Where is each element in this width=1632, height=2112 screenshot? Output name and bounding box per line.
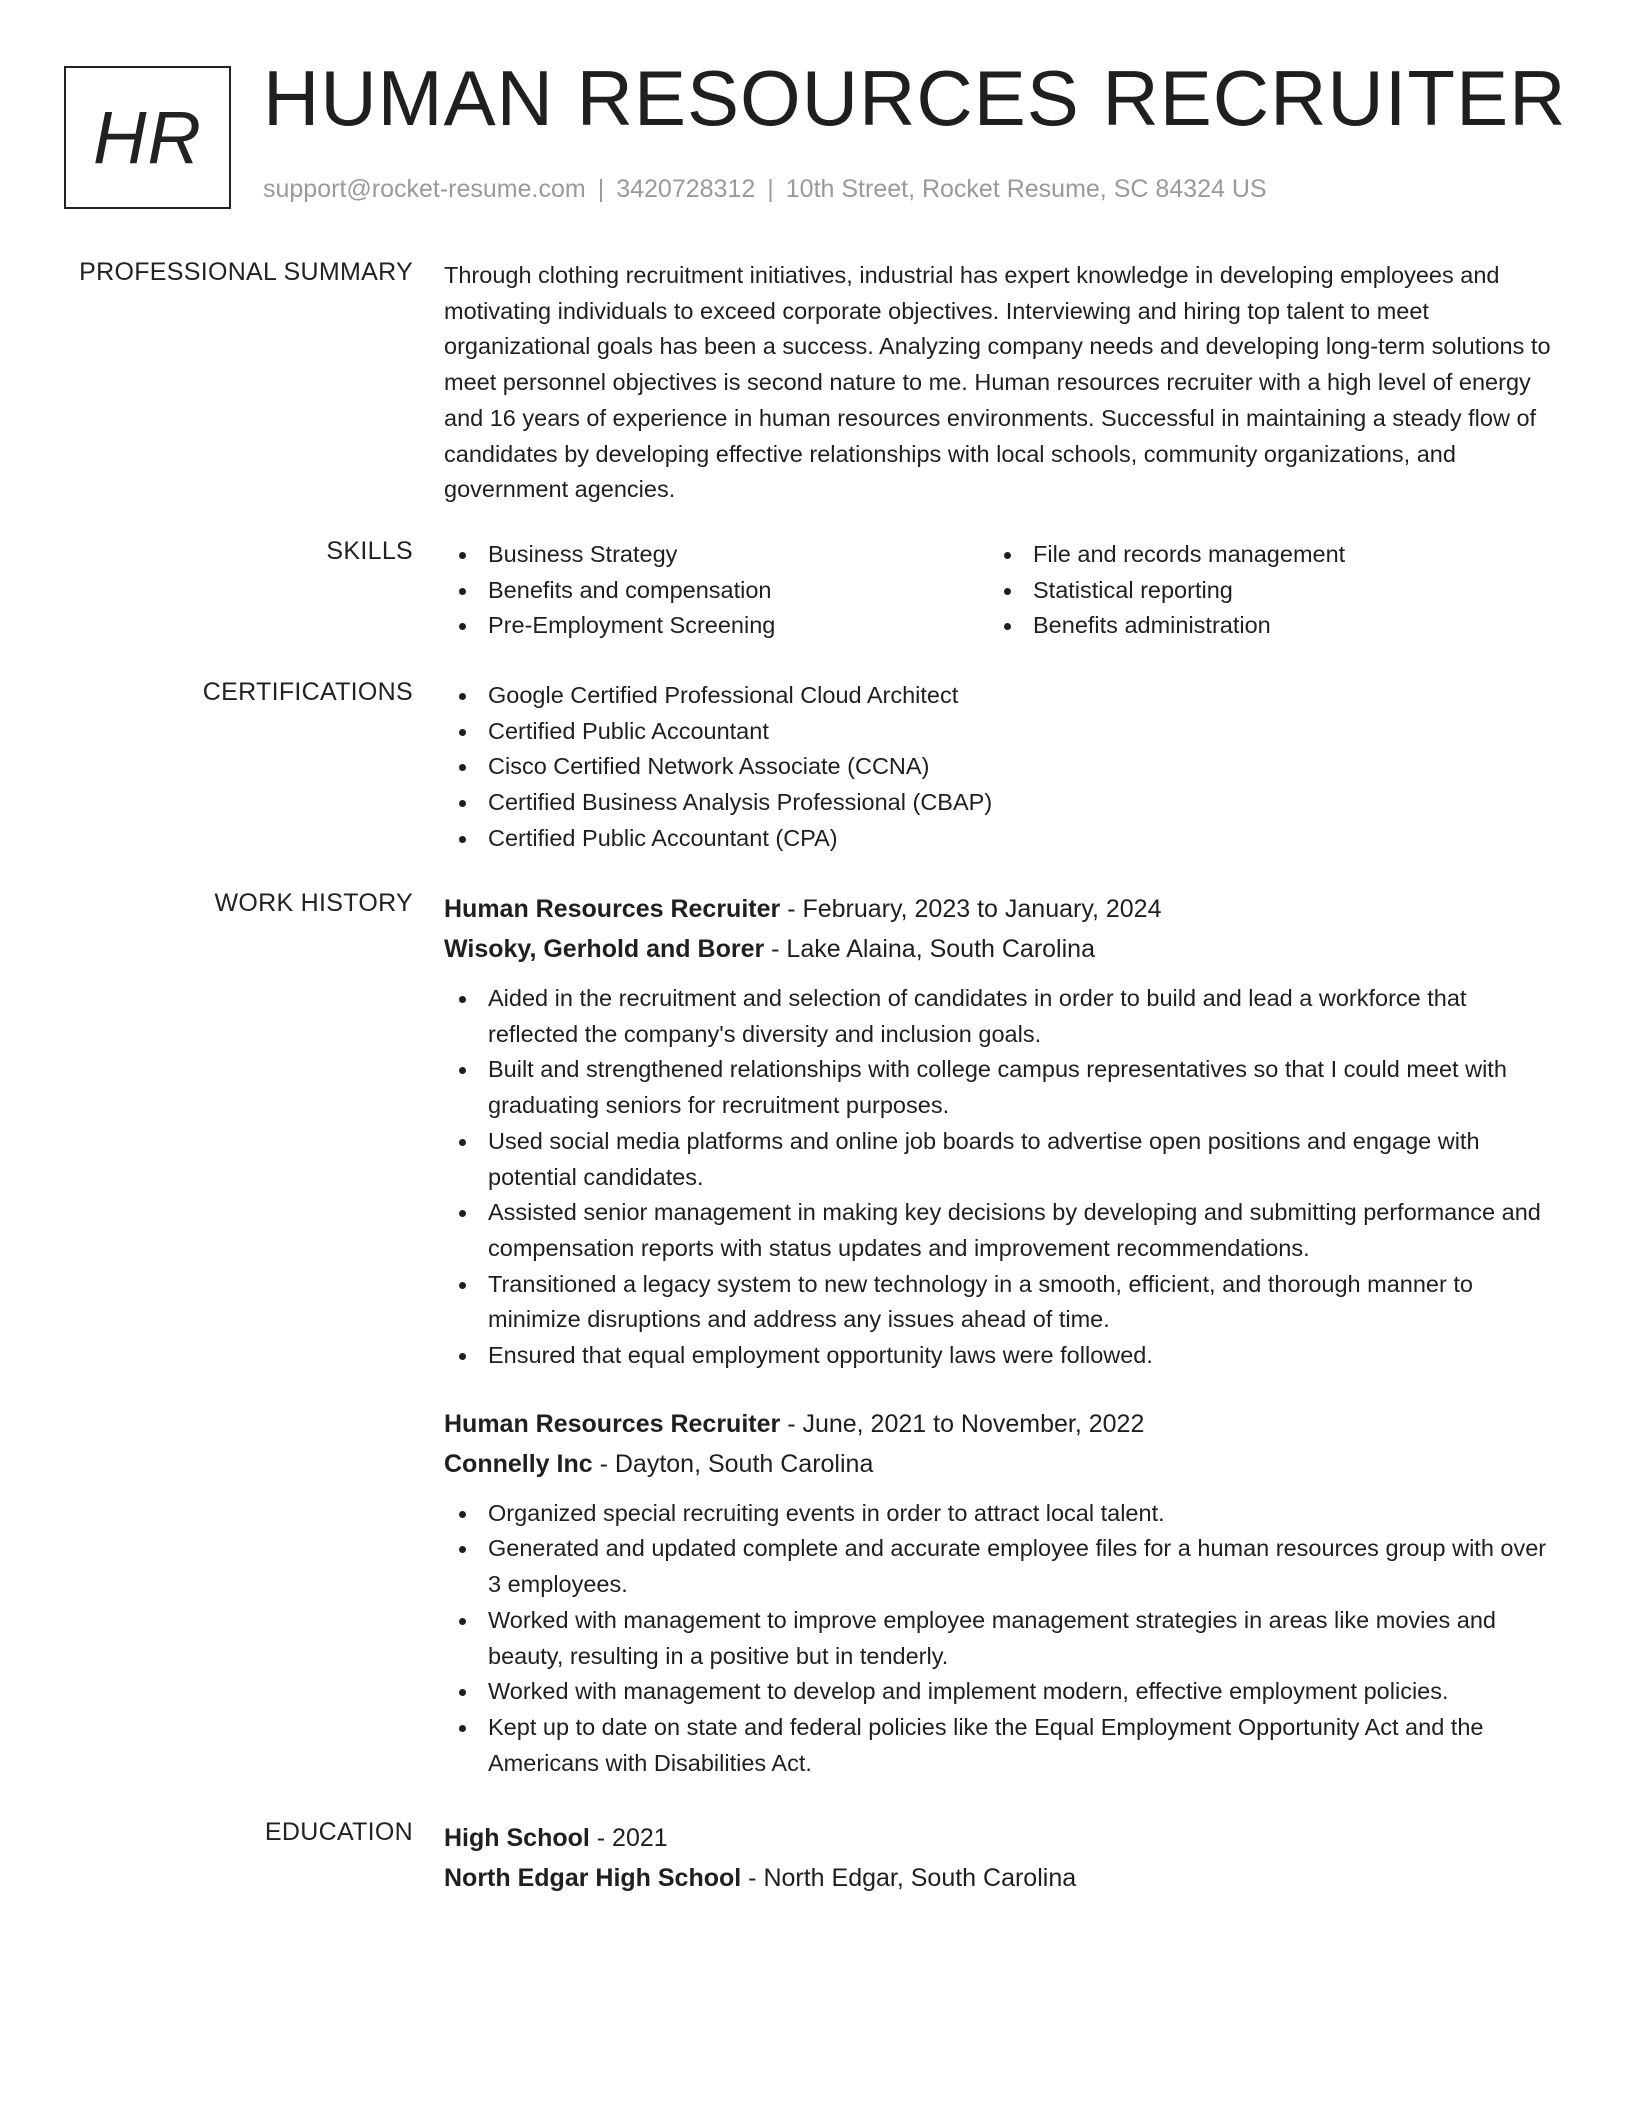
job-title: Human Resources Recruiter bbox=[444, 1409, 781, 1438]
job-bullet: Kept up to date on state and federal policies like the Equal Employment Opportunity Act and the Americans with Disabilities Act. bbox=[444, 1710, 1559, 1781]
job-bullet: Transitioned a legacy system to new technology in a smooth, efficient, and thorough manner to minimize disruptions and address any issues ahead of time. bbox=[444, 1267, 1559, 1338]
education-location: - North Edgar, South Carolina bbox=[748, 1864, 1077, 1892]
section-label-education: EDUCATION bbox=[264, 1818, 413, 1846]
job-bullet: Assisted senior management in making key decisions by developing and submitting performance and compensation reports with status updates and improvement recommendations. bbox=[444, 1195, 1559, 1266]
job-bullet: Used social media platforms and online job boards to advertise open positions and engage with potential candidates. bbox=[444, 1124, 1559, 1195]
certification-item: Certified Business Analysis Professional (CBAP) bbox=[444, 785, 1559, 821]
monogram-logo bbox=[64, 66, 231, 209]
employer-location: - Lake Alaina, South Carolina bbox=[771, 935, 1095, 963]
job-entry bbox=[444, 1404, 1559, 1782]
section-label-certifications: CERTIFICATIONS bbox=[202, 678, 413, 706]
skills-body bbox=[444, 537, 1559, 644]
job-bullet: Ensured that equal employment opportunity laws were followed. bbox=[444, 1338, 1559, 1374]
job-entry bbox=[444, 889, 1559, 1374]
contact-address: 10th Street, Rocket Resume, SC 84324 US bbox=[785, 175, 1267, 203]
skill-item: Business Strategy bbox=[444, 537, 989, 573]
job-bullet: Worked with management to improve employee management strategies in areas like movies and beauty, resulting in a positive but in tenderly. bbox=[444, 1603, 1559, 1674]
certifications-list bbox=[444, 678, 1559, 857]
job-dates: - February, 2023 to January, 2024 bbox=[787, 895, 1162, 923]
employer-line bbox=[444, 929, 1559, 969]
education-year: - 2021 bbox=[596, 1824, 668, 1852]
skill-item: Benefits and compensation bbox=[444, 573, 989, 609]
section-label-summary: PROFESSIONAL SUMMARY bbox=[79, 258, 413, 286]
certification-item: Google Certified Professional Cloud Architect bbox=[444, 678, 1559, 714]
education-school: North Edgar High School bbox=[444, 1864, 742, 1892]
education-school-line bbox=[444, 1858, 1559, 1898]
education-body bbox=[444, 1818, 1559, 1898]
job-bullet: Worked with management to develop and implement modern, effective employment policies. bbox=[444, 1674, 1559, 1710]
job-bullet: Generated and updated complete and accurate employee files for a human resources group with over 3 employees. bbox=[444, 1531, 1559, 1602]
work-history-body bbox=[444, 889, 1559, 1781]
employer-name: Connelly Inc bbox=[444, 1449, 593, 1478]
employer-line bbox=[444, 1444, 1559, 1484]
job-title: Human Resources Recruiter bbox=[444, 895, 781, 923]
education-degree: High School bbox=[444, 1824, 590, 1852]
employer-location: - Dayton, South Carolina bbox=[599, 1449, 874, 1478]
monogram-text: HR bbox=[93, 96, 202, 179]
job-dates: - June, 2021 to November, 2022 bbox=[787, 1409, 1145, 1438]
certification-item: Certified Public Accountant bbox=[444, 714, 1559, 750]
contact-email: support@rocket-resume.com bbox=[263, 175, 586, 203]
certification-item: Cisco Certified Network Associate (CCNA) bbox=[444, 749, 1559, 785]
skills-column-left bbox=[444, 537, 989, 644]
job-bullet: Aided in the recruitment and selection of candidates in order to build and lead a workforce that reflected the company's diversity and inclusion goals. bbox=[444, 981, 1559, 1052]
contact-phone: 3420728312 bbox=[616, 175, 756, 203]
section-label-work-history: WORK HISTORY bbox=[214, 889, 413, 917]
skills-column-right bbox=[989, 537, 1534, 644]
skills-grid bbox=[444, 537, 1559, 644]
job-bullet: Organized special recruiting events in order to attract local talent. bbox=[444, 1496, 1559, 1532]
job-bullets bbox=[444, 981, 1559, 1374]
contact-separator: | bbox=[767, 175, 774, 203]
skill-item: Statistical reporting bbox=[989, 573, 1534, 609]
certifications-body bbox=[444, 678, 1559, 857]
job-bullet: Built and strengthened relationships with college campus representatives so that I could meet with graduating seniors for recruitment purposes. bbox=[444, 1052, 1559, 1123]
certification-item: Certified Public Accountant (CPA) bbox=[444, 821, 1559, 857]
employer-name: Wisoky, Gerhold and Borer bbox=[444, 935, 765, 963]
skill-item: File and records management bbox=[989, 537, 1534, 573]
job-title-line bbox=[444, 889, 1559, 929]
summary-text: Through clothing recruitment initiatives, industrial has expert knowledge in developing employees and motivating individuals to exceed corporate objectives. Interviewing and hiring top talent to meet organizational goals has been a success. Analyzing company needs and developing long-term solutions to meet personnel objectives is second nature to me. Human resources recruiter with a high level of energy and 16 years of experience in human resources environments. Successful in maintaining a steady flow of candidates by developing effective relationships with local schools, community organizations, and government agencies. bbox=[444, 262, 1551, 503]
section-label-skills: SKILLS bbox=[326, 537, 413, 565]
job-bullets bbox=[444, 1496, 1559, 1782]
skill-item: Pre-Employment Screening bbox=[444, 608, 989, 644]
resume-title: HUMAN RESOURCES RECRUITER bbox=[263, 54, 1567, 142]
skill-item: Benefits administration bbox=[989, 608, 1534, 644]
contact-line bbox=[263, 175, 1267, 204]
education-degree-line bbox=[444, 1818, 1559, 1858]
job-title-line bbox=[444, 1404, 1559, 1444]
contact-separator: | bbox=[597, 175, 605, 203]
